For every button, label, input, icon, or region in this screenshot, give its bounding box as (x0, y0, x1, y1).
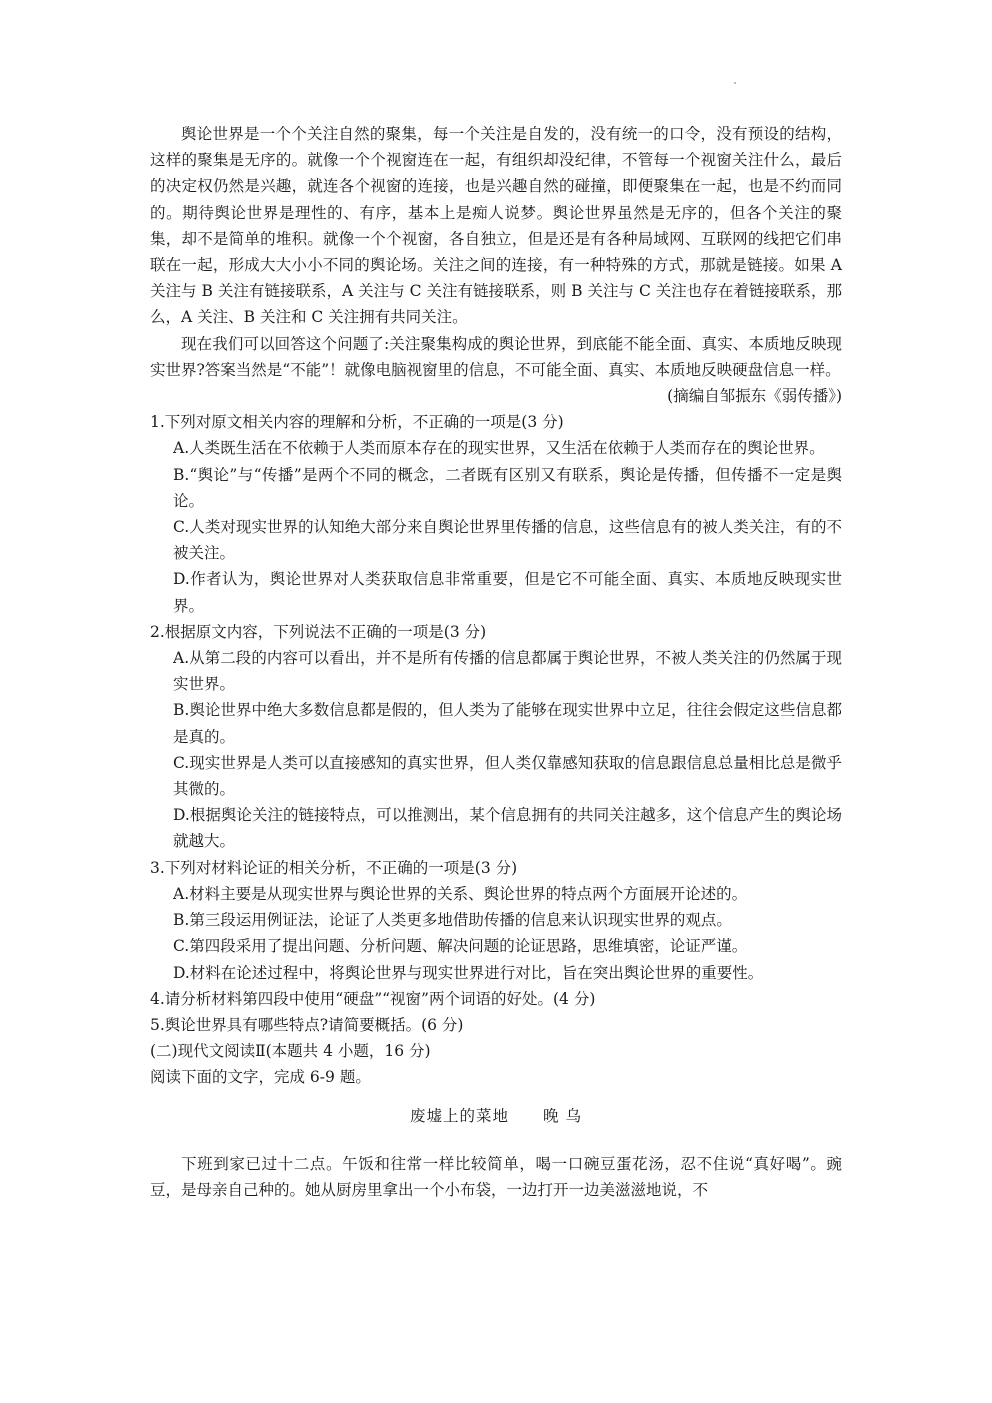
question-2-option-a: A.从第二段的内容可以看出，并不是所有传播的信息都属于舆论世界，不被人类关注的仍然属于现实世界。 (173, 649, 842, 694)
question-2-option-b: B.舆论世界中绝大多数信息都是假的，但人类为了能够在现实世界中立足，往往会假定这些信息都是真的。 (173, 701, 842, 746)
question-3-option-c: C.第四段采用了提出问题、分析问题、解决问题的论证思路，思维填密，论证严谨。 (173, 937, 748, 956)
question-1-option-a: A.人类既生活在不依赖于人类而原本存在的现实世界，又生活在依赖于人类而存在的舆论世界。 (173, 439, 825, 458)
passage-paragraph: 现在我们可以回答这个问题了:关注聚集构成的舆论世界，到底能不能全面、真实、本质地反映现实世界?答案当然是“不能”！就像电脑视窗里的信息，不可能全面、真实、本质地反映硬盘信息一样。 (150, 334, 842, 379)
question-1-option-d: D.作者认为，舆论世界对人类获取信息非常重要，但是它不可能全面、真实、本质地反映现实世界。 (173, 570, 842, 615)
article-paragraph: 下班到家已过十二点。午饭和往常一样比较简单，喝一口碗豆蛋花汤，忍不住说“真好喝”。豌豆，是母亲自己种的。她从厨房里拿出一个小布袋，一边打开一边美滋滋地说，不 (150, 1154, 842, 1199)
scan-speck (734, 82, 736, 84)
article-title-line (150, 1103, 842, 1129)
question-3-option-d: D.材料在论述过程中，将舆论世界与现实世界进行对比，旨在突出舆论世界的重要性。 (173, 963, 764, 982)
question-1-stem: 1.下列对原文相关内容的理解和分析，不正确的一项是(3 分) (150, 413, 564, 432)
question-2-option-c: C.现实世界是人类可以直接感知的真实世界，但人类仅靠感知获取的信息跟信息总量相比总是微乎其微的。 (173, 753, 842, 799)
passage-paragraph: 舆论世界是一个个关注自然的聚集，每一个关注是自发的，没有统一的口令，没有预设的结构，这样的聚集是无序的。就像一个个视窗连在一起，有组织却没纪律，不管每一个视窗关注什么，最后的决定权仍然是兴趣，就连各个视窗的连接，也是兴趣自然的碰撞，即便聚集在一起，也是不约而同的。期待舆论世界是理性的、有序，基本上是痴人说梦。舆论世界虽然是无序的，但各个关注的聚集，却不是简单的堆积。就像一个个视窗，各自独立，但是还是有各种局域网、互联网的线把它们串联在一起，形成大大小小不同的舆论场。关注之间的连接，有一种特殊的方式，那就是链接。如果 A 关注与 B 关注有链接联系，A 关注与 C 关注有链接联系，则 B 关注与 C 关注也存在着链接联系，那么，A 关注、B 关注和 C 关注拥有共同关注。 (150, 125, 842, 327)
article-title: 废墟上的菜地 (410, 1106, 510, 1125)
question-3-option-a: A.材料主要是从现实世界与舆论世界的关系、舆论世界的特点两个方面展开论述的。 (173, 884, 748, 903)
question-3-stem: 3.下列对材料论证的相关分析，不正确的一项是(3 分) (150, 858, 518, 877)
question-5-stem: 5.舆论世界具有哪些特点?请简要概括。(6 分) (150, 1015, 464, 1034)
question-1-option-b: B.“舆论”与“传播”是两个不同的概念，二者既有区别又有联系，舆论是传播，但传播不一定是舆论。 (173, 465, 842, 510)
document-body (150, 121, 842, 1203)
section-instruction: 阅读下面的文字，完成 6-9 题。 (150, 1068, 371, 1087)
question-1-option-c: C.人类对现实世界的认知绝大部分来自舆论世界里传播的信息，这些信息有的被人类关注，有的不被关注。 (173, 518, 842, 563)
question-2-stem: 2.根据原文内容，下列说法不正确的一项是(3 分) (150, 622, 487, 641)
article-author: 晚 乌 (543, 1106, 582, 1125)
question-2-option-d: D.根据舆论关注的链接特点，可以推测出，某个信息拥有的共同关注越多，这个信息产生的舆论场就越大。 (173, 806, 842, 851)
question-3-option-b: B.第三段运用例证法，论证了人类更多地借助传播的信息来认识现实世界的观点。 (173, 911, 732, 930)
section-heading: (二)现代文阅读Ⅱ(本题共 4 小题，16 分) (150, 1042, 431, 1061)
passage-source: (摘编自邹振东《弱传播》) (667, 387, 842, 406)
question-4-stem: 4.请分析材料第四段中使用“硬盘”“视窗”两个词语的好处。(4 分) (150, 989, 596, 1008)
